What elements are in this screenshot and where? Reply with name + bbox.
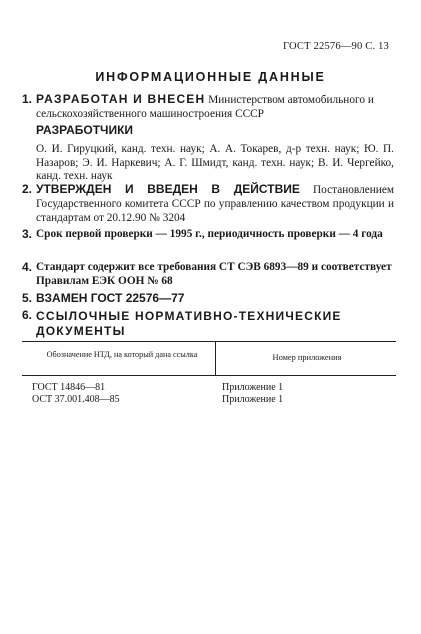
section-number: 4.: [22, 260, 33, 274]
section-text: Срок первой проверки — 1995 г., периодичность проверки — 4 года: [36, 228, 383, 240]
section-text: Министерством автомобильного и сельскохозяйственного машиностроения СССР: [36, 94, 374, 120]
table-cell-appendix: Приложение 1: [222, 394, 284, 405]
section-lead: ВЗАМЕН ГОСТ 22576—77: [36, 291, 185, 305]
section-lead: УТВЕРЖДЕН И ВВЕДЕН В ДЕЙСТВИЕ: [36, 182, 300, 196]
authors-list: О. И. Гируцкий, канд. техн. наук; А. А. Токарев, д-р техн. наук; Ю. П. Назаров; Э. И. Наркевич; А. Г. Шмидт, канд. техн. наук; В. И. Чергейко, канд. техн. наук: [36, 142, 394, 183]
page-header: ГОСТ 22576—90 С. 13: [283, 41, 389, 52]
table-top-rule: [22, 341, 396, 342]
section-1: [22, 93, 394, 122]
document-title: ИНФОРМАЦИОННЫЕ ДАННЫЕ: [95, 70, 326, 84]
section-2: [22, 183, 394, 225]
section-number: 2.: [22, 182, 33, 196]
table-cell-document: ОСТ 37.001.408—85: [32, 394, 120, 405]
section-text: Стандарт содержит все требования СТ СЭВ 6893—89 и соответствует Правилам ЕЭК ООН № 68: [36, 261, 392, 287]
section-number: 3.: [22, 227, 33, 241]
table-header-document: Обозначение НТД, на который дана ссылка: [46, 350, 198, 359]
section-lead: РАЗРАБОТАН И ВНЕСЕН: [36, 92, 206, 106]
section-6: [22, 309, 394, 339]
table-column-divider: [215, 341, 216, 375]
table-cell-appendix: Приложение 1: [222, 382, 284, 393]
section-lead: ССЫЛОЧНЫЕ НОРМАТИВНО-ТЕХНИЧЕСКИЕ ДОКУМЕНТЫ: [36, 309, 342, 338]
section-4: [22, 261, 394, 289]
table-cell-document: ГОСТ 14846—81: [32, 382, 106, 393]
section-1-authors: [22, 124, 394, 184]
table-header-appendix: Номер приложения: [272, 353, 342, 362]
section-number: 1.: [22, 92, 33, 106]
section-number: 5.: [22, 291, 33, 305]
table-header-rule: [22, 375, 396, 376]
section-number: 6.: [22, 308, 33, 322]
section-text: Постановлением Государственного комитета СССР по управлению качеством продукции и стандартам от 20.12.90 № 3204: [36, 184, 394, 224]
authors-heading: РАЗРАБОТЧИКИ: [36, 123, 134, 137]
section-5: [22, 292, 394, 306]
section-3: [22, 228, 394, 242]
